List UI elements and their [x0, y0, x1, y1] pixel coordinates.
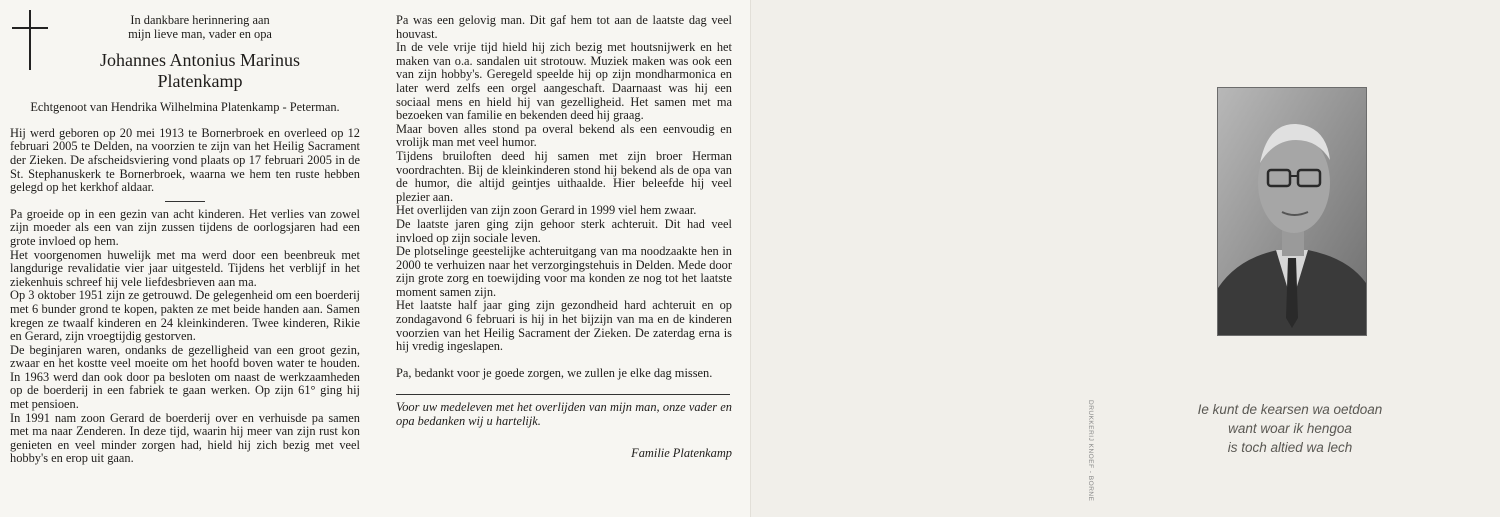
name-line: Platenkamp	[157, 71, 243, 92]
life-paragraph: Pa groeide op in een gezin van acht kinderen. Het verlies van zowel zijn moeder als een van zijn zussen tijdens de oorlogsjaren had een grote invloed op hem.	[10, 206, 360, 248]
life-paragraph: De laatste jaren ging zijn gehoor sterk achteruit. Dit had veel invloed op zijn sociale leven.	[396, 216, 732, 245]
thanks-text: Voor uw medeleven met het overlijden van mijn man, onze vader en opa bedanken wij u hartelijk.	[396, 400, 732, 429]
middle-column	[396, 14, 732, 460]
life-paragraph: Het voorgenomen huwelijk met ma werd door een beenbreuk met langdurige revalidatie vier jaar uitgesteld. Tijdens het verblijf in het ziekenhuis schreef hij vele liefdesbrieven aan ma.	[10, 247, 360, 289]
life-paragraph: Pa was een gelovig man. Dit gaf hem tot aan de laatste dag veel houvast.	[396, 13, 732, 41]
portrait-photo	[1217, 87, 1367, 336]
divider	[396, 394, 730, 395]
spouse-line: Echtgenoot van Hendrika Wilhelmina Platenkamp - Peterman.	[30, 100, 340, 115]
intro-line: In dankbare herinnering aan	[130, 13, 270, 27]
divider	[165, 201, 205, 202]
life-paragraph: Het overlijden van zijn zoon Gerard in 1999 viel hem zwaar.	[396, 203, 697, 218]
poem-line: Ie kunt de kearsen wa oetdoan	[1197, 402, 1383, 417]
name-line: Johannes Antonius Marinus	[100, 50, 300, 71]
life-paragraph: De plotselinge geestelijke achteruitgang van ma noodzaakte hen in 2000 te verhuizen naar het verzorgingstehuis in Delden. Mede door zijn grote zorg en toewijding voor ma konden ze nog tot het laatste moment samen zijn.	[396, 244, 732, 299]
life-paragraph: Maar boven alles stond pa overal bekend als een eenvoudig en vrolijk man met veel humor.	[396, 121, 732, 150]
poem-line: want woar ik hengoa	[1228, 421, 1352, 436]
life-paragraph: Het laatste half jaar ging zijn gezondheid hard achteruit en op zondagavond 6 februari is hij in het bijzijn van ma en de kinderen voorzien van het Heilig Sacrament der Zieken. De zaterdag erna is hij vredig ingeslapen.	[396, 298, 732, 354]
deceased-name	[40, 50, 360, 92]
life-paragraph: De beginjaren waren, ondanks de gezelligheid van een groot gezin, zwaar en het kostte veel moeite om het hoofd boven water te houden. In 1963 werd dan ook door pa besloten om naast de werkzaamheden op de boerderij in een fabriek te gaan werken. Op zijn 61° ging hij met pensioen.	[10, 342, 360, 412]
bio-paragraph: Hij werd geboren op 20 mei 1913 te Bornerbroek en overleed op 12 februari 2005 te Delden, na voorzien te zijn van het Heilig Sacrament der Zieken. De afscheidsviering vond plaats op 17 februari 2005 in de St. Stephanuskerk te Bornerbroek, waarna we hem ten ruste hebben gelegd op het kerkhof aldaar.	[10, 125, 360, 195]
poem	[1180, 400, 1400, 457]
intro-line: mijn lieve man, vader en opa	[128, 26, 272, 41]
farewell-line: Pa, bedankt voor je goede zorgen, we zullen je elke dag missen.	[396, 365, 713, 380]
life-paragraph: In de vele vrije tijd hield hij zich bezig met houtsnijwerk en het maken van o.a. sandalen uit strotouw. Muziek maken was ook een van zijn hobby's. Geregeld speelde hij op zijn mondharmonica en later werd zelfs een orgel aangeschaft. Daarnaast was hij een sociaal mens en hield hij van gezelligheid. Het samen met ma bezoeken van familie en bekenden deed hij graag.	[396, 40, 732, 123]
left-column	[10, 14, 360, 466]
family-signature: Familie Platenkamp	[631, 445, 732, 460]
life-paragraph: Tijdens bruiloften deed hij samen met zijn broer Herman voordrachten. Bij de kleinkinderen stond hij bekend als de opa van de humor, die altijd geintjes uithaalde. Hier beleefde hij veel plezier aan.	[396, 148, 732, 204]
life-paragraph: Op 3 oktober 1951 zijn ze getrouwd. De gelegenheid om een boerderij met 6 bunder grond te kopen, pakten ze met beide handen aan. Samen kregen ze twaalf kinderen en 24 kleinkinderen. Twee kinderen, Rikie en Gerard, zijn vroegtijdig gestorven.	[10, 288, 360, 344]
printer-credit: DRUKKERIJ KNOEF - BORNE	[1087, 400, 1094, 502]
poem-line: is toch altied wa lech	[1227, 440, 1353, 455]
life-paragraph: In 1991 nam zoon Gerard de boerderij over en verhuisde pa samen met ma naar Zenderen. In deze tijd, waarin hij meer van zijn rust kon genieten en veel minder zorgen had, hield hij zich bezig met veel hobby's en erop uit gaan.	[10, 410, 360, 466]
